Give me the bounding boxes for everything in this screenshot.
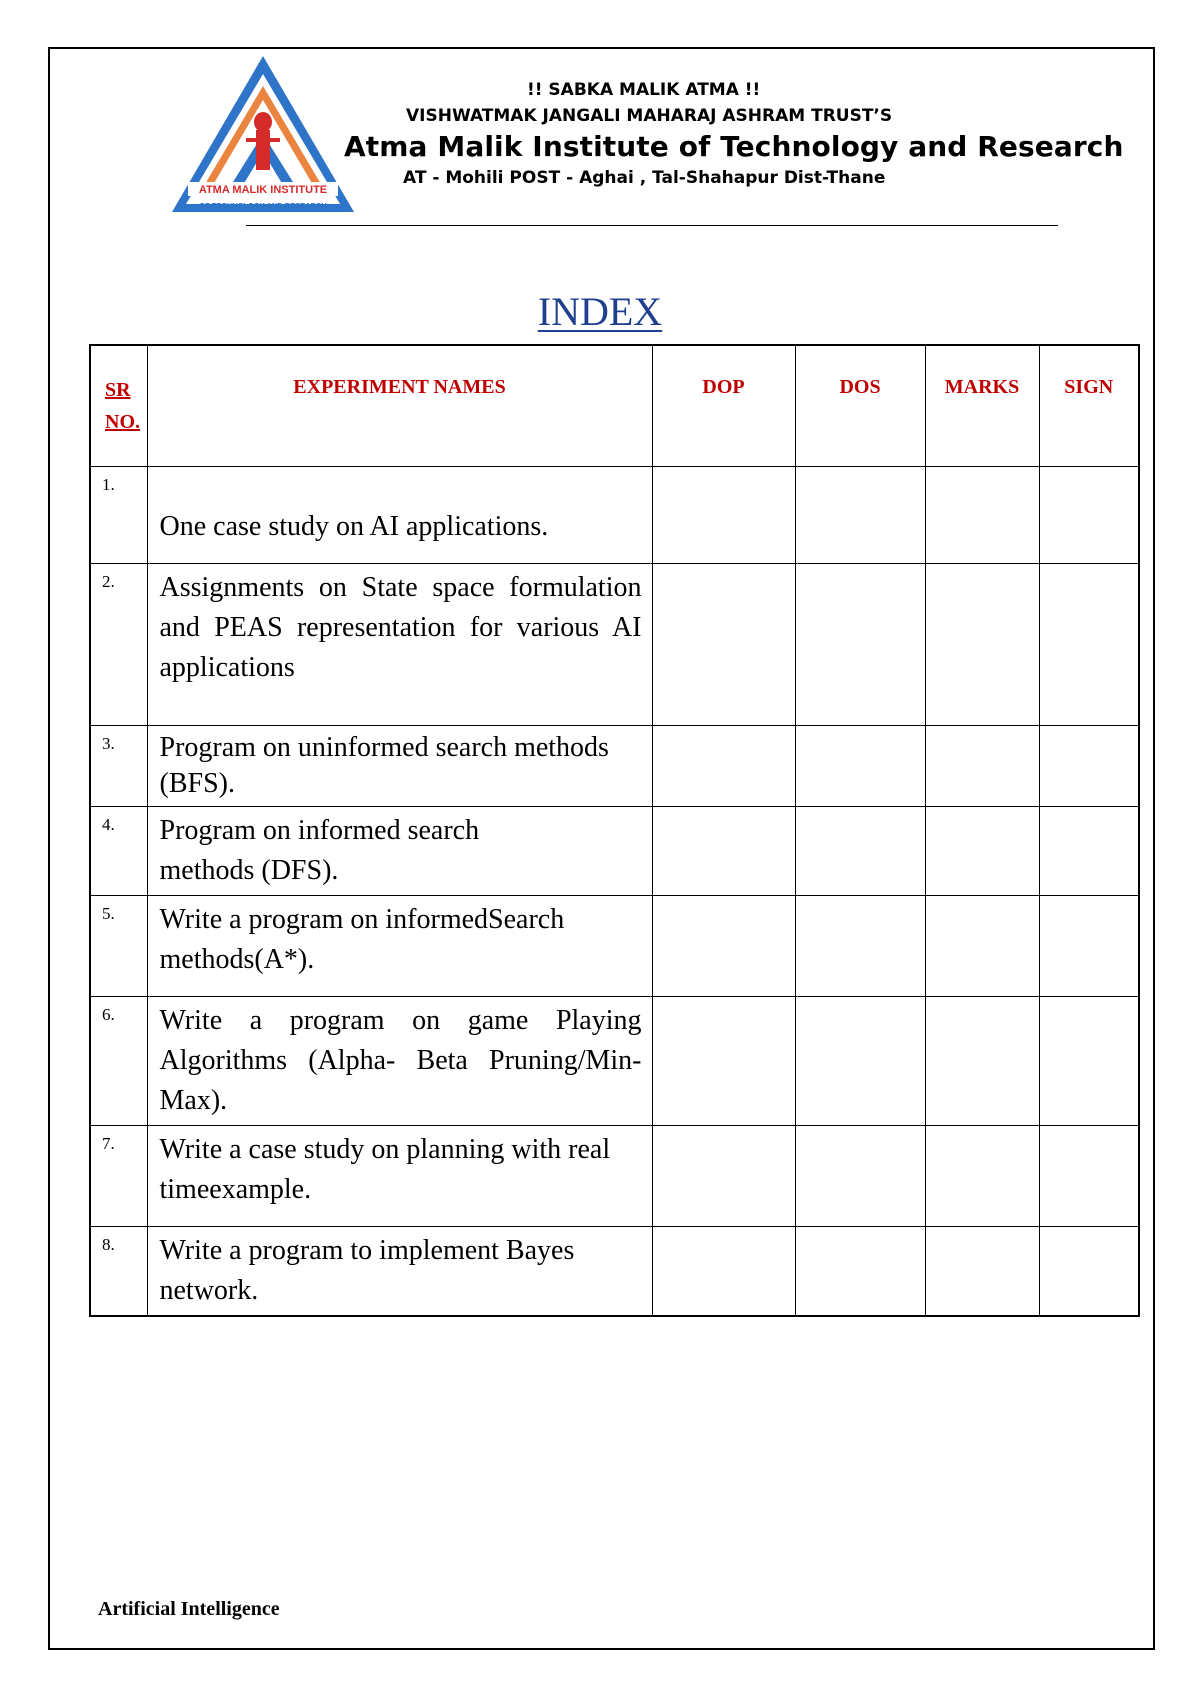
- header-experiment-names: EXPERIMENT NAMES: [147, 345, 652, 466]
- row-dos-cell: [795, 466, 925, 563]
- institute-name: Atma Malik Institute of Technology and Research: [344, 130, 1124, 163]
- row-dop-cell: [652, 563, 795, 725]
- table-row: [90, 725, 1139, 806]
- row-sign-cell: [1039, 563, 1139, 725]
- row-dos-cell: [795, 895, 925, 996]
- row-dop-cell: [652, 1226, 795, 1316]
- header-sign: SIGN: [1039, 345, 1139, 466]
- header-dos: DOS: [795, 345, 925, 466]
- row-dos-cell: [795, 996, 925, 1125]
- row-marks-cell: [925, 996, 1039, 1125]
- logo-line2: OF TECHNOLOGY AND RESEARCH: [199, 201, 327, 210]
- motto-text: !! SABKA MALIK ATMA !!: [527, 80, 761, 100]
- row-experiment: Write a program on informedSearch methods(A*).: [147, 895, 652, 996]
- header-dop: DOP: [652, 345, 795, 466]
- row-sign-cell: [1039, 996, 1139, 1125]
- table-row: [90, 895, 1139, 996]
- row-sr: 1.: [90, 466, 147, 563]
- row-sign-cell: [1039, 1226, 1139, 1316]
- row-sign-cell: [1039, 806, 1139, 895]
- table-row: [90, 806, 1139, 895]
- row-experiment-text: Program on informed search methods (DFS).: [159, 814, 480, 886]
- row-experiment: Write a program on game Playing Algorithms (Alpha- Beta Pruning/Min-Max).: [147, 996, 652, 1125]
- table-row: [90, 996, 1139, 1125]
- row-marks-cell: [925, 1226, 1039, 1316]
- row-sr: 8.: [90, 1226, 147, 1316]
- row-experiment: Write a case study on planning with real timeexample.: [147, 1125, 652, 1226]
- table-row: [90, 1226, 1139, 1316]
- row-experiment: [147, 806, 652, 895]
- row-sr: 3.: [90, 725, 147, 806]
- row-dop-cell: [652, 1125, 795, 1226]
- header-sr-no: SR NO.: [90, 345, 147, 466]
- table-row: [90, 466, 1139, 563]
- row-sr: 5.: [90, 895, 147, 996]
- row-marks-cell: [925, 806, 1039, 895]
- row-experiment: Program on uninformed search methods (BFS).: [147, 725, 652, 806]
- row-dos-cell: [795, 725, 925, 806]
- institute-address: AT - Mohili POST - Aghai , Tal-Shahapur Dist-Thane: [403, 168, 886, 188]
- header-divider: [246, 225, 1058, 226]
- table-row: [90, 1125, 1139, 1226]
- row-sign-cell: [1039, 466, 1139, 563]
- row-dos-cell: [795, 563, 925, 725]
- table-header-row: [90, 345, 1139, 466]
- page-title: INDEX: [537, 289, 663, 334]
- row-sr: 4.: [90, 806, 147, 895]
- row-sign-cell: [1039, 725, 1139, 806]
- row-dos-cell: [795, 806, 925, 895]
- row-sr: 7.: [90, 1125, 147, 1226]
- table-row: [90, 563, 1139, 725]
- row-sign-cell: [1039, 1125, 1139, 1226]
- row-dop-cell: [652, 466, 795, 563]
- row-dop-cell: [652, 725, 795, 806]
- row-dos-cell: [795, 1226, 925, 1316]
- row-experiment: Assignments on State space formulation and PEAS representation for various AI applications: [147, 563, 652, 725]
- row-marks-cell: [925, 563, 1039, 725]
- row-dos-cell: [795, 1125, 925, 1226]
- footer-subject: Artificial Intelligence: [98, 1598, 280, 1620]
- index-table: [89, 344, 1140, 1317]
- trust-name: VISHWATMAK JANGALI MAHARAJ ASHRAM TRUST’S: [406, 106, 893, 126]
- row-sr: 6.: [90, 996, 147, 1125]
- row-experiment: Write a program to implement Bayes network.: [147, 1226, 652, 1316]
- row-marks-cell: [925, 895, 1039, 996]
- row-dop-cell: [652, 806, 795, 895]
- row-dop-cell: [652, 895, 795, 996]
- row-marks-cell: [925, 466, 1039, 563]
- institute-logo: [168, 52, 358, 218]
- row-experiment: One case study on AI applications.: [147, 466, 652, 563]
- row-dop-cell: [652, 996, 795, 1125]
- logo-line1: ATMA MALIK INSTITUTE: [198, 184, 328, 196]
- row-marks-cell: [925, 1125, 1039, 1226]
- row-sr: 2.: [90, 563, 147, 725]
- row-sign-cell: [1039, 895, 1139, 996]
- header-marks: MARKS: [925, 345, 1039, 466]
- row-marks-cell: [925, 725, 1039, 806]
